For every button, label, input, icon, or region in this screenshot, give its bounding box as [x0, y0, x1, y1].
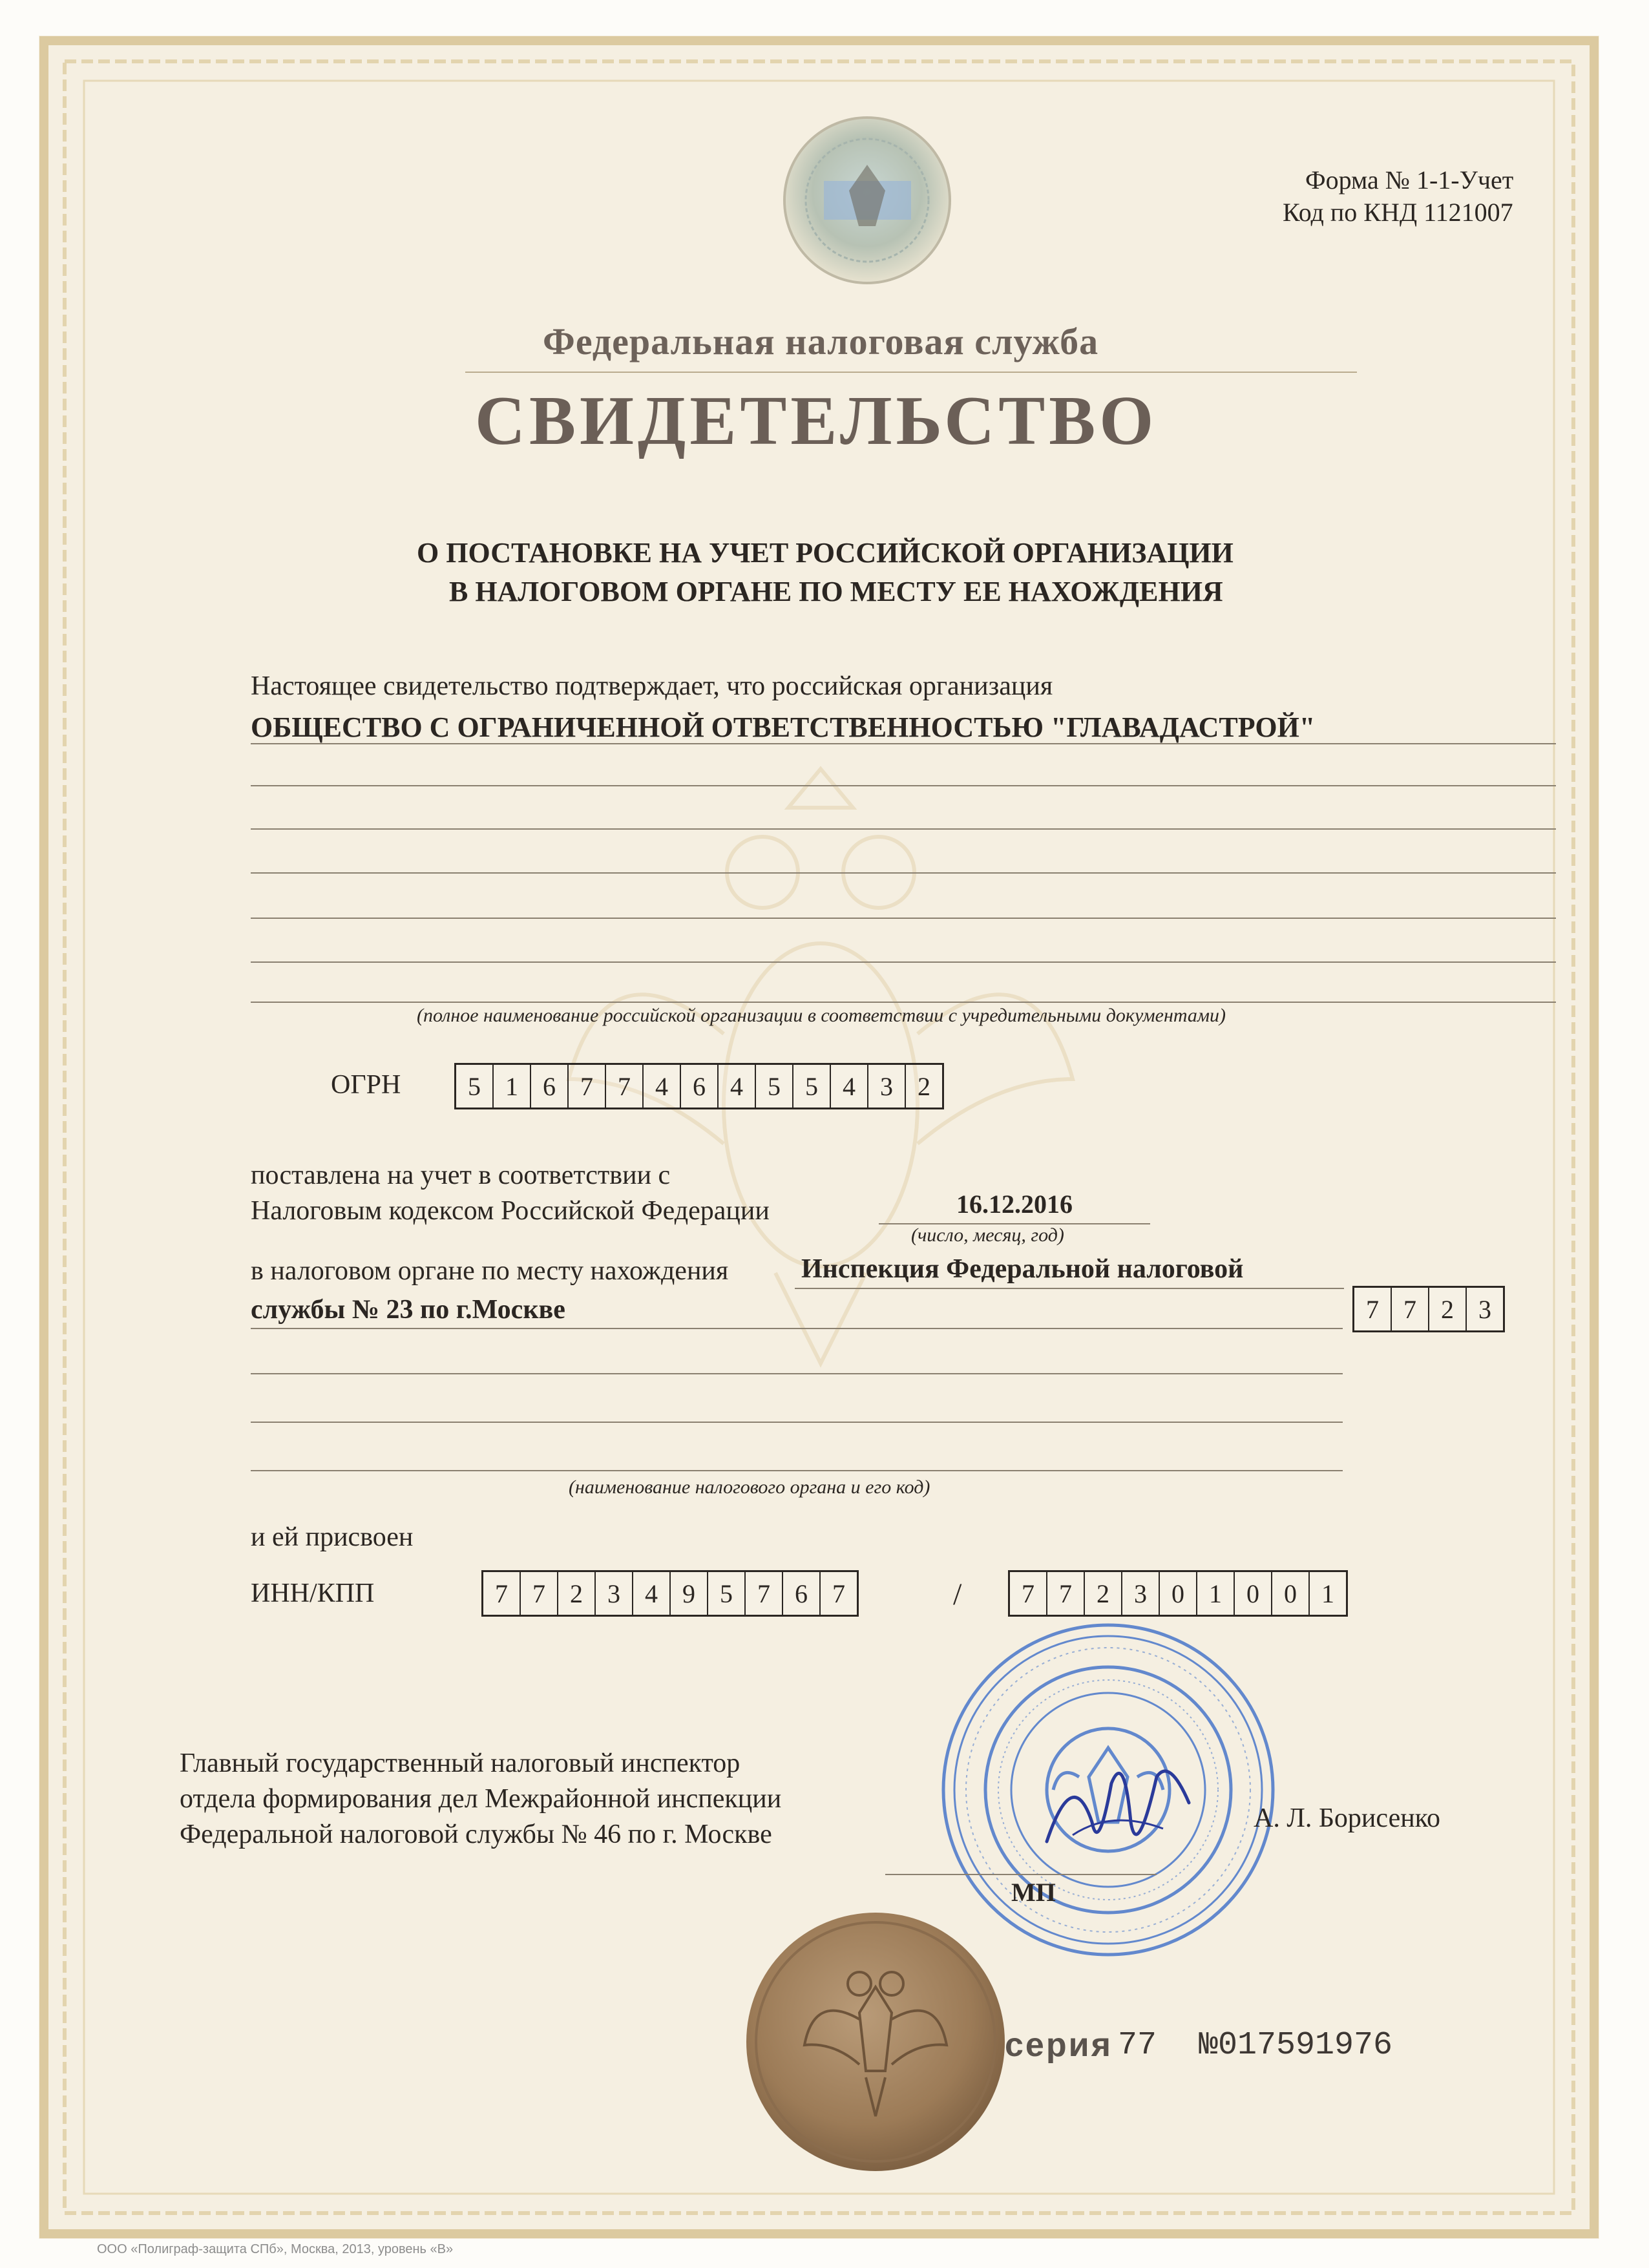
digit-cell: 2 [558, 1572, 596, 1615]
org-name-caption: (полное наименование российской организации в соответствии с учредительными документами) [417, 1005, 1226, 1026]
inspector-title-1: Главный государственный налоговый инспектор [180, 1748, 740, 1778]
digit-cell: 1 [1197, 1572, 1235, 1615]
signature-rule [885, 1874, 1157, 1875]
digit-cell: 7 [521, 1572, 558, 1615]
digit-cell: 5 [793, 1065, 831, 1108]
digit-cell: 7 [1392, 1288, 1429, 1330]
handwritten-signature-icon [1034, 1745, 1202, 1874]
tax-office-rule [251, 1422, 1343, 1423]
agency-name: Федеральная налоговая служба [543, 320, 1099, 362]
tax-office-intro: в налоговом органе по месту нахождения [251, 1256, 729, 1286]
digit-cell: 2 [1085, 1572, 1122, 1615]
digit-cell: 4 [644, 1065, 681, 1108]
confirmation-text: Настоящее свидетельство подтверждает, что российская организация [251, 671, 1053, 701]
digit-cell: 3 [868, 1065, 906, 1108]
assigned-text: и ей присвоен [251, 1522, 414, 1552]
digit-cell: 4 [831, 1065, 868, 1108]
digit-cell: 7 [1047, 1572, 1085, 1615]
tax-office-rule [251, 1373, 1343, 1374]
digit-cell: 7 [569, 1065, 606, 1108]
signer-name: А. Л. Борисенко [1254, 1803, 1440, 1833]
knd-code: Код по КНД 1121007 [1283, 198, 1513, 227]
certificate-number: №017591976 [1199, 2027, 1393, 2064]
registration-date: 16.12.2016 [956, 1190, 1073, 1219]
hologram-emblem-icon [772, 113, 963, 288]
digit-cell: 3 [596, 1572, 633, 1615]
tax-office-rule [251, 1328, 1343, 1329]
tax-office-code-box [1352, 1286, 1505, 1332]
digit-cell: 3 [1478, 1294, 1491, 1324]
printer-note: ООО «Полиграф-защита СПб», Москва, 2013, уровень «В» [97, 2242, 454, 2256]
org-name-rule [251, 918, 1556, 919]
registered-text-2: Налоговым кодексом Российской Федерации [251, 1196, 770, 1226]
digit-cell: 0 [1235, 1572, 1272, 1615]
org-name-rule [251, 1002, 1556, 1003]
date-caption: (число, месяц, год) [911, 1224, 1064, 1246]
digit-cell: 0 [1160, 1572, 1197, 1615]
inspector-title-2: отдела формирования дел Межрайонной инспекции [180, 1784, 782, 1814]
digit-cell: 5 [456, 1065, 494, 1108]
tax-office-rule [251, 1470, 1343, 1471]
stamp-placeholder-label: МП [1011, 1878, 1056, 1907]
certificate-title: СВИДЕТЕЛЬСТВО [475, 383, 1158, 459]
digit-cell: 0 [1272, 1572, 1310, 1615]
subtitle-line-2: В НАЛОГОВОМ ОРГАНЕ ПО МЕСТУ ЕЕ НАХОЖДЕНИЯ [449, 576, 1223, 607]
tax-office-name-1: Инспекция Федеральной налоговой [801, 1254, 1244, 1284]
digit-cell: 7 [483, 1572, 521, 1615]
bronze-medallion-icon [743, 1909, 1008, 2174]
org-name-rule [251, 872, 1556, 874]
org-name-rule [251, 743, 1556, 744]
organization-name: ОБЩЕСТВО С ОГРАНИЧЕННОЙ ОТВЕТСТВЕННОСТЬЮ "ГЛАВАДАСТРОЙ" [251, 711, 1316, 743]
digit-cell: 9 [671, 1572, 708, 1615]
agency-underline [465, 372, 1357, 373]
digit-cell: 2 [1429, 1288, 1467, 1330]
digit-cell: 6 [783, 1572, 821, 1615]
digit-cell: 4 [719, 1065, 756, 1108]
registered-text-1: поставлена на учет в соответствии с [251, 1160, 671, 1190]
kpp-digit-box [1008, 1570, 1348, 1617]
org-name-rule [251, 828, 1556, 830]
ogrn-digit-box [454, 1063, 944, 1109]
series-label: серия [1005, 2026, 1113, 2064]
digit-cell: 7 [832, 1579, 845, 1608]
digit-cell: 1 [1321, 1579, 1334, 1608]
form-number: Форма № 1-1-Учет [1305, 165, 1514, 194]
series-value: 77 [1118, 2027, 1157, 2064]
inspector-title-3: Федеральной налоговой службы № 46 по г. Москве [180, 1820, 772, 1849]
digit-cell: 4 [633, 1572, 671, 1615]
digit-cell: 7 [1010, 1572, 1047, 1615]
ogrn-label: ОГРН [331, 1070, 401, 1100]
subtitle-line-1: О ПОСТАНОВКЕ НА УЧЕТ РОССИЙСКОЙ ОРГАНИЗАЦИИ [417, 537, 1234, 569]
tax-office-rule [795, 1288, 1344, 1289]
digit-cell: 3 [1122, 1572, 1160, 1615]
digit-cell: 1 [494, 1065, 531, 1108]
digit-cell: 5 [756, 1065, 793, 1108]
inn-kpp-separator: / [953, 1577, 962, 1612]
inn-digit-box [481, 1570, 859, 1617]
digit-cell: 7 [746, 1572, 783, 1615]
digit-cell: 6 [531, 1065, 569, 1108]
digit-cell: 6 [681, 1065, 719, 1108]
digit-cell: 7 [606, 1065, 644, 1108]
org-name-rule [251, 785, 1556, 786]
tax-office-name-2: службы № 23 по г.Москве [251, 1295, 565, 1325]
tax-office-caption: (наименование налогового органа и его код) [569, 1476, 930, 1498]
org-name-rule [251, 961, 1556, 963]
digit-cell: 5 [708, 1572, 746, 1615]
digit-cell: 2 [918, 1071, 930, 1101]
inn-kpp-label: ИНН/КПП [251, 1579, 375, 1608]
digit-cell: 7 [1354, 1288, 1392, 1330]
